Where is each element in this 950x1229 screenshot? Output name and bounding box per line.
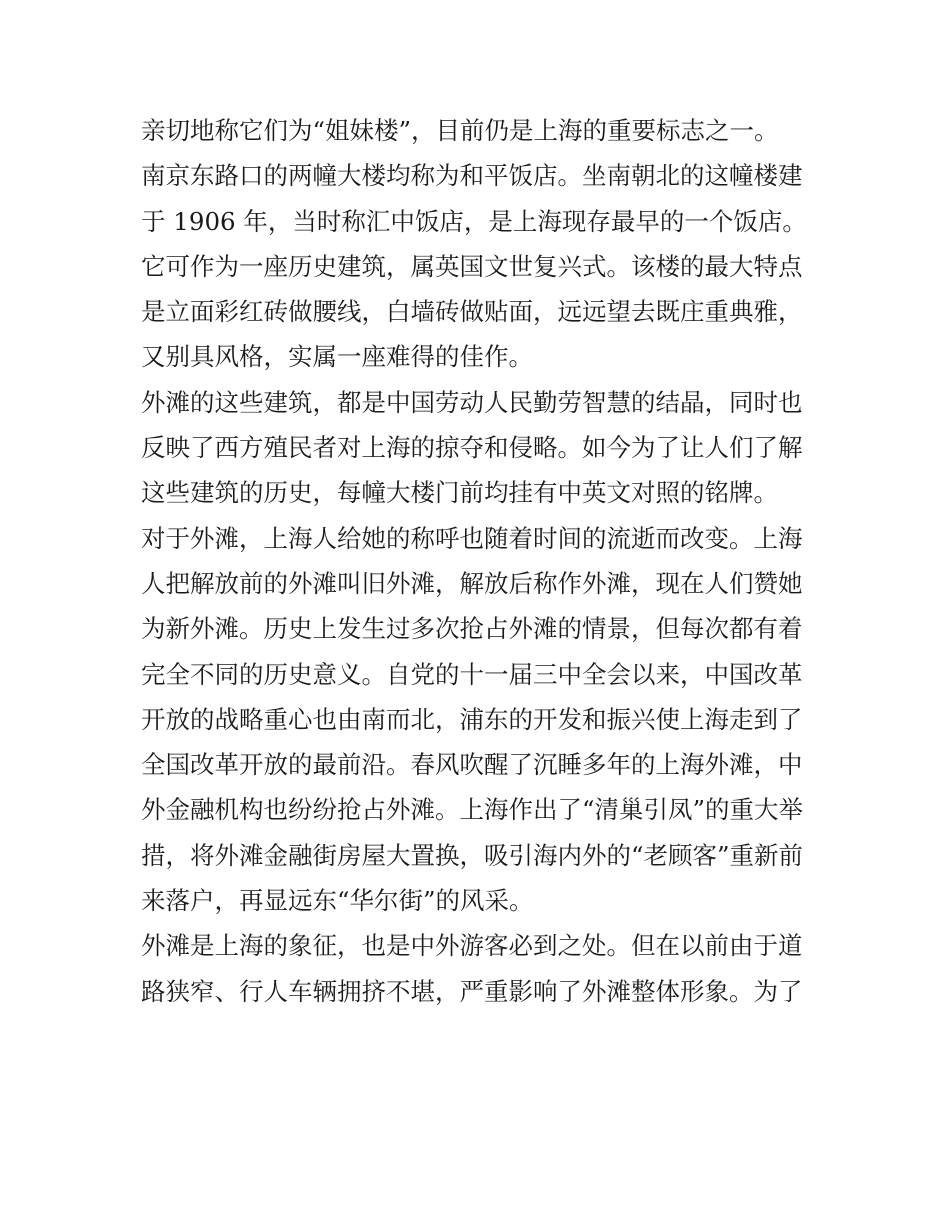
text-line: 这些建筑的历史，每幢大楼门前均挂有中英文对照的铭牌。 [141,478,778,508]
text-line: 对于外滩，上海人给她的称呼也随着时间的流逝而改变。上海 [141,523,803,553]
text-line: 外金融机构也纷纷抢占外滩。上海作出了“清巢引凤”的重大举 [141,795,804,825]
text-line: 完全不同的历史意义。自党的十一届三中全会以来，中国改革 [141,659,803,689]
text-line: 措，将外滩金融街房屋大置换，吸引海内外的“老顾客”重新前 [141,840,804,870]
text-line: 又别具风格，实属一座难得的佳作。 [141,342,533,372]
text-line: 于 1906 年，当时称汇中饭店，是上海现存最早的一个饭店。 [141,206,807,236]
body-text [141,108,821,1014]
text-line: 外滩是上海的象征，也是中外游客必到之处。但在以前由于道 [141,931,803,961]
text-line: 它可作为一座历史建筑，属英国文世复兴式。该楼的最大特点 [141,251,803,281]
text-line: 南京东路口的两幢大楼均称为和平饭店。坐南朝北的这幢楼建 [141,161,803,191]
text-line: 反映了西方殖民者对上海的掠夺和侵略。如今为了让人们了解 [141,433,803,463]
text-line: 来落户，再显远东“华尔街”的风采。 [141,886,534,916]
text-line: 开放的战略重心也由南而北，浦东的开发和振兴使上海走到了 [141,704,803,734]
text-line: 为新外滩。历史上发生过多次抢占外滩的情景，但每次都有着 [141,614,803,644]
text-line: 亲切地称它们为“姐妹楼”，目前仍是上海的重要标志之一。 [141,116,779,145]
text-line: 是立面彩红砖做腰线，白墙砖做贴面，远远望去既庄重典雅， [141,297,803,327]
text-line: 路狭窄、行人车辆拥挤不堪，严重影响了外滩整体形象。为了 [141,976,803,1006]
text-line: 人把解放前的外滩叫旧外滩，解放后称作外滩，现在人们赞她 [141,568,803,598]
text-line: 外滩的这些建筑，都是中国劳动人民勤劳智慧的结晶，同时也 [141,387,803,417]
text-line: 全国改革开放的最前沿。春风吹醒了沉睡多年的上海外滩，中 [141,750,803,780]
